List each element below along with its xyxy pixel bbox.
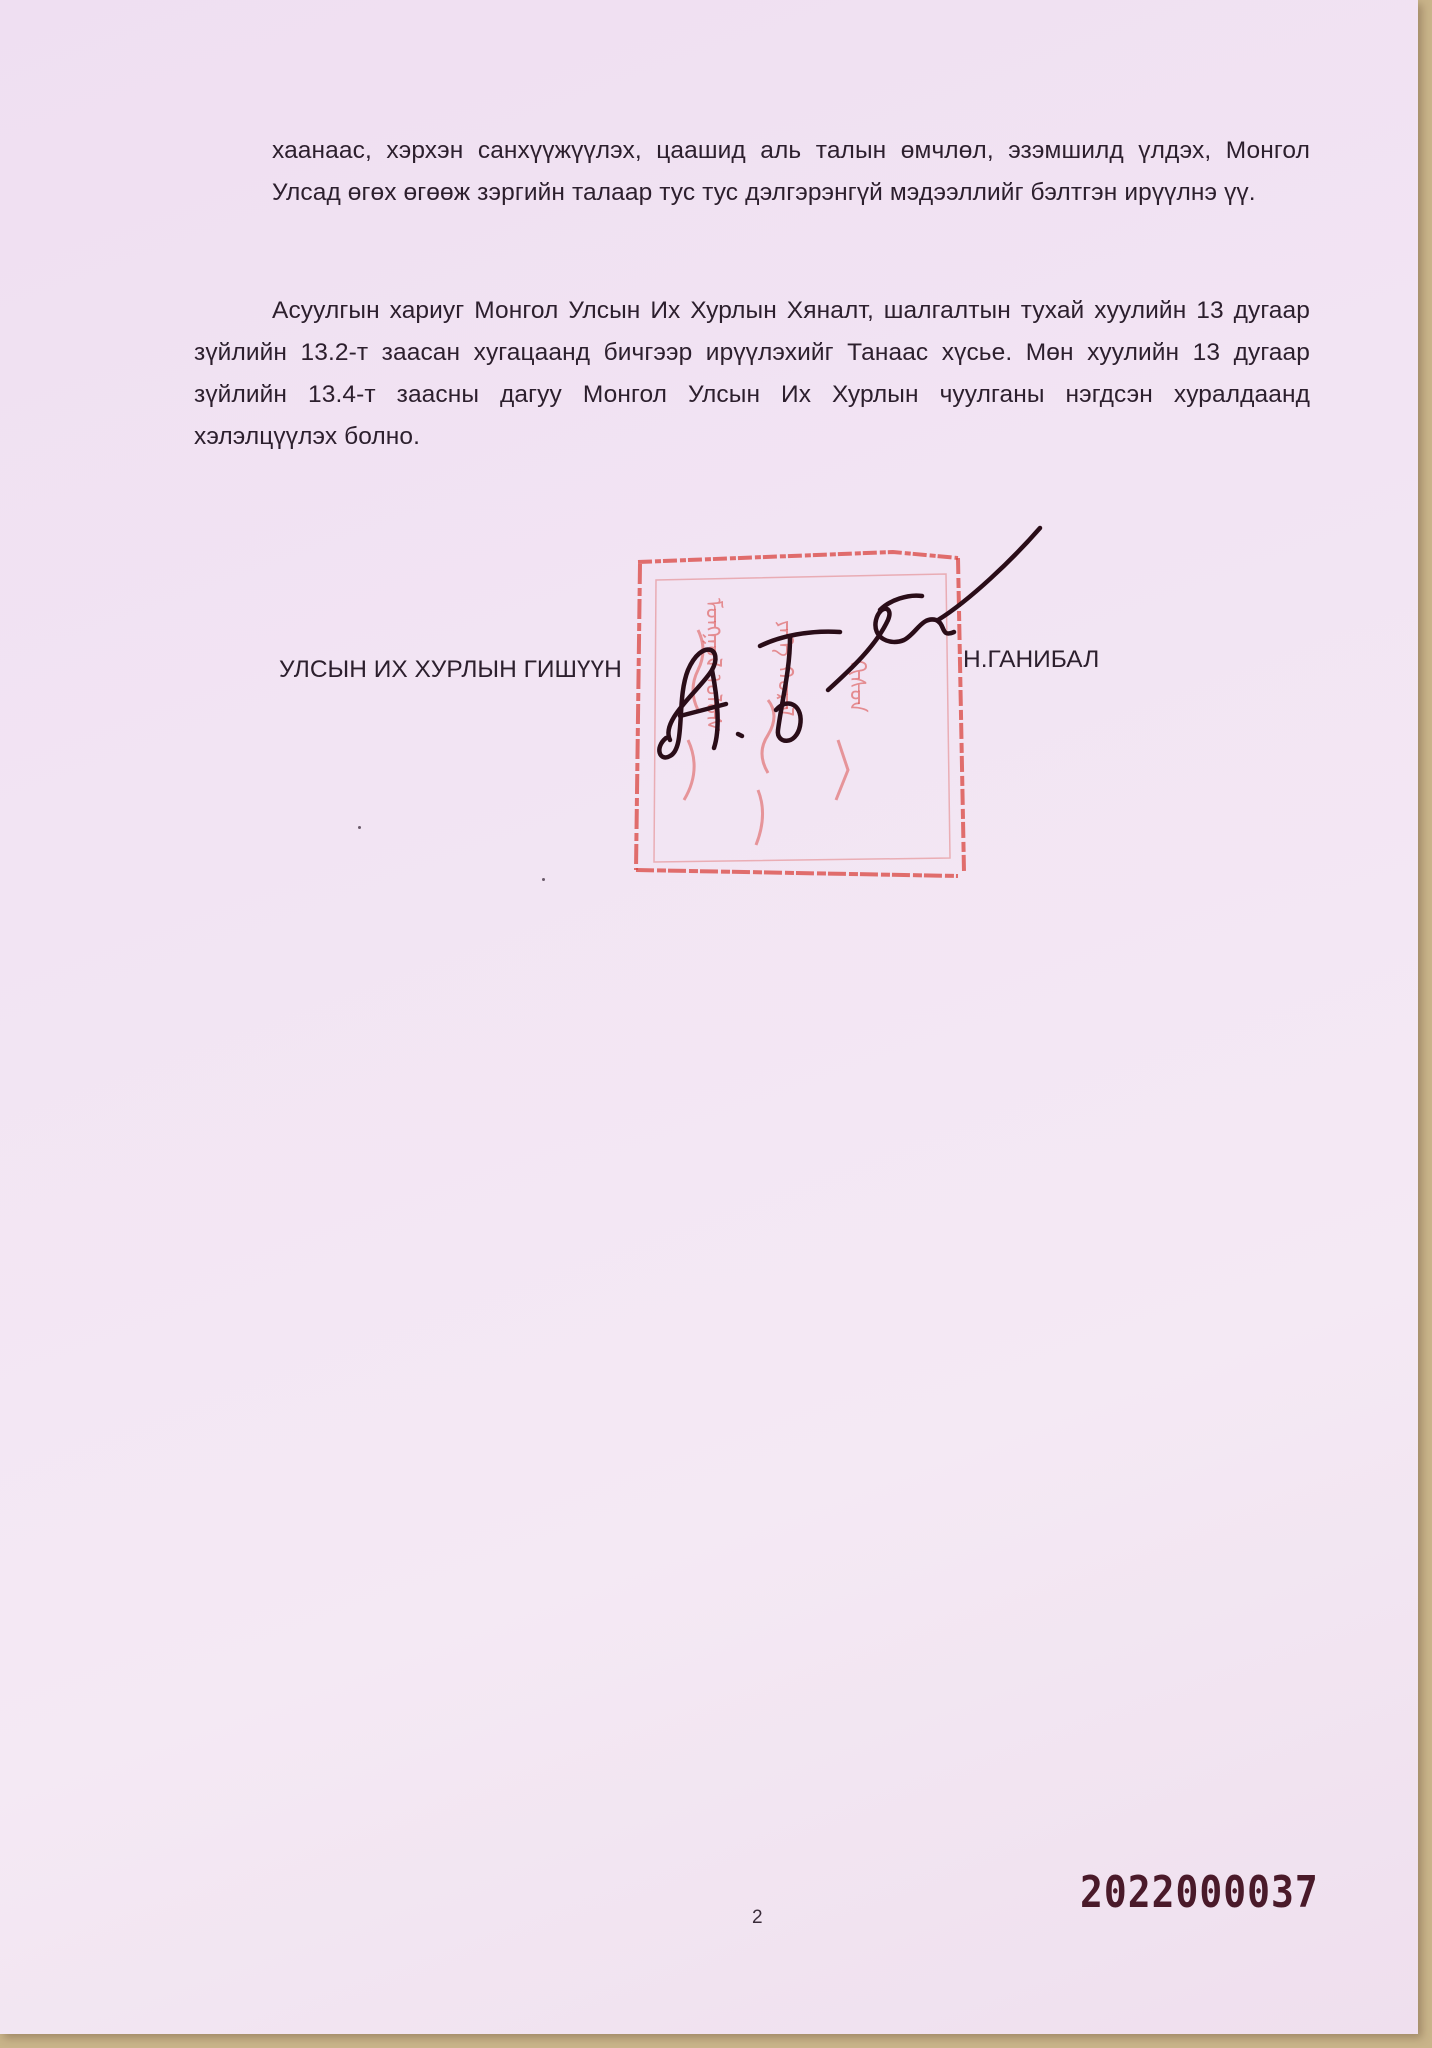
paragraph-2: Асуулгын хариуг Монгол Улсын Их Хурлын Хяналт, шалгалтын тухай хуулийн 13 дугаар зүйлийн 13.2-т заасан хугацаанд бичгээр ирүүлэхийг Танаас хүсье. Мөн хуулийн 13 дугаар зүйлийн 13.4-т заасны дагуу Монгол Улсын Их Хурлын чуулганы нэгдсэн хуралдаанд хэлэлцүүлэх болно. <box>194 297 1310 450</box>
signer-title: УЛСЫН ИХ ХУРЛЫН ГИШҮҮН <box>279 656 622 683</box>
paragraph-1: хаанаас, хэрхэн санхүүжүүлэх, цаашид аль талын өмчлөл, эзэмшилд үлдэх, Монгол Улсад өгөх өгөөж зэргийн талаар тус тус дэлгэрэнгүй мэдээллийг бэлтгэн ирүүлнэ үү. <box>272 137 1310 206</box>
document-registration-number: 2022000037 <box>1080 1866 1319 1918</box>
svg-text:ᠶᠡᠬᠡ ᠬᠤᠷᠠᠯ: ᠶᠡᠬᠡ ᠬᠤᠷᠠᠯ <box>772 620 797 717</box>
svg-text:ᠮᠣᠩᠭᠣᠯ ᠤᠯᠤᠰ: ᠮᠣᠩᠭᠣᠯ ᠤᠯᠤᠰ <box>700 598 725 732</box>
signer-name: Н.ГАНИБАЛ <box>963 646 1100 673</box>
page-number: 2 <box>752 1907 763 1928</box>
signature <box>640 520 1060 780</box>
svg-text:ᠭᠢᠰᠦᠨ: ᠭᠢᠰᠦᠨ <box>844 660 869 713</box>
paper-speck <box>542 878 545 881</box>
paper-speck <box>358 826 361 829</box>
